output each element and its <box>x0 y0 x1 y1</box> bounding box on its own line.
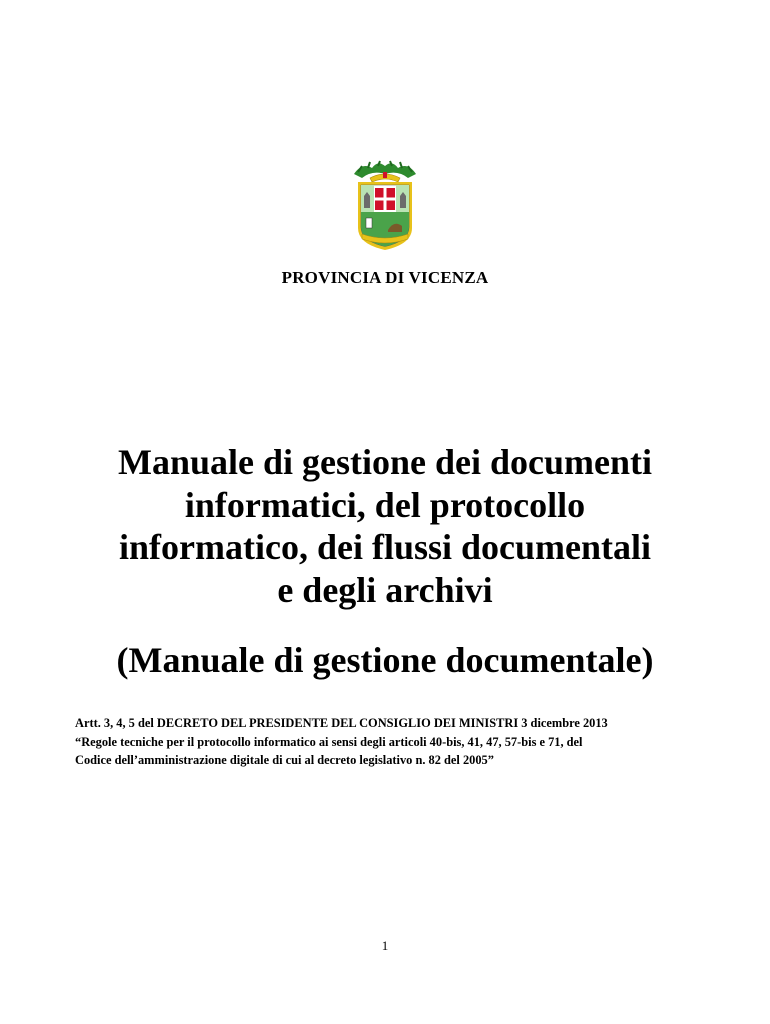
title-line: Manuale di gestione dei documenti <box>117 442 652 482</box>
document-subtitle: (Manuale di gestione documentale) <box>116 640 654 680</box>
title-line: e degli archivi <box>277 569 493 610</box>
province-coat-of-arms-icon <box>348 160 422 252</box>
page-number: 1 <box>381 938 389 953</box>
document-title <box>60 441 710 611</box>
title-line: informatici, del protocollo <box>184 484 586 525</box>
reference-line: “Regole tecniche per il protocollo informatico ai sensi degli articoli 40-bis, 41, 47, 57-bis e 71, del <box>75 734 583 749</box>
reference-line: Artt. 3, 4, 5 del DECRETO DEL PRESIDENTE DEL CONSIGLIO DEI MINISTRI 3 dicembre 2013 <box>75 716 608 730</box>
laurel-crown-icon <box>354 161 416 182</box>
reference-line: Codice dell’amministrazione digitale di cui al decreto legislativo n. 82 del 2005” <box>75 753 494 767</box>
title-line: informatico, dei flussi documentali <box>119 527 651 567</box>
organization-name: PROVINCIA DI VICENZA <box>281 268 489 287</box>
legal-reference <box>75 714 715 770</box>
